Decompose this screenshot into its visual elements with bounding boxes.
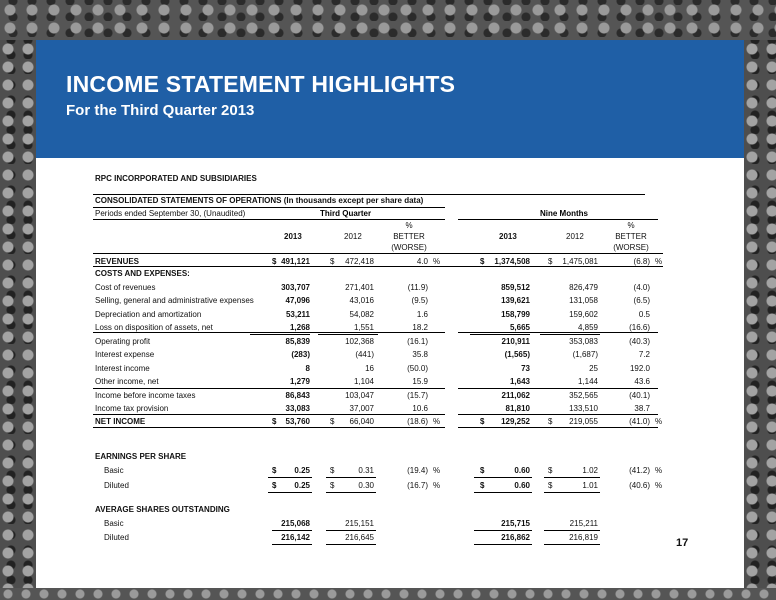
- col-header-2012-n: 2012: [566, 232, 584, 241]
- cell-q-pct: 1.6: [416, 310, 428, 319]
- cell-q-2013: 1,279: [289, 377, 310, 386]
- divider: [93, 388, 445, 389]
- eps-q-pct: (19.4): [407, 466, 428, 475]
- divider: [326, 544, 376, 545]
- cell-q-2012: (441): [355, 350, 374, 359]
- divider: [458, 414, 658, 415]
- cell-n-2013: 5,665: [509, 323, 530, 332]
- shares-n-2013: 215,715: [501, 519, 530, 528]
- divider: [93, 253, 663, 254]
- eps-n-2012: 1.02: [582, 466, 598, 475]
- cell-q-pct: 4.0: [416, 257, 428, 266]
- cell-n-pct: (16.6): [629, 323, 650, 332]
- cell-q-pct: (11.9): [407, 283, 428, 292]
- cell-q-2013: 86,843: [285, 391, 310, 400]
- page-number: 17: [676, 537, 689, 549]
- row-label: REVENUES: [95, 257, 140, 266]
- cell-n-2013: (1,565): [504, 350, 530, 359]
- row-label: Interest income: [95, 364, 150, 373]
- cell-q-pct: (9.5): [411, 296, 428, 305]
- cell-q-2012: 103,047: [345, 391, 374, 400]
- cell-q-2012: 16: [365, 364, 374, 373]
- row-label: Cost of revenues: [95, 283, 156, 292]
- eps-title: EARNINGS PER SHARE: [95, 452, 187, 461]
- cell-n-2012: 25: [589, 364, 598, 373]
- nine-months-header: Nine Months: [540, 209, 588, 218]
- statement-title: CONSOLIDATED STATEMENTS OF OPERATIONS (In thousands except per share data): [95, 196, 424, 205]
- col-header-better-n: BETTER: [615, 232, 647, 241]
- cell-n-2012: 219,055: [569, 417, 598, 426]
- cell-n-pct: (6.8): [633, 257, 650, 266]
- col-header-2013-q: 2013: [284, 232, 302, 241]
- dollar-sign: $: [548, 417, 553, 426]
- cell-n-2013: 210,911: [501, 337, 530, 346]
- divider: [93, 332, 445, 333]
- col-header-worse-n: (WORSE): [613, 243, 649, 252]
- eps-q-2013: 0.25: [294, 466, 310, 475]
- cell-q-2013: 53,760: [285, 417, 310, 426]
- divider: [272, 544, 312, 545]
- divider: [250, 334, 310, 335]
- cell-q-2013: 53,211: [285, 310, 310, 319]
- cell-n-pct: (40.3): [629, 337, 650, 346]
- shares-row-label: Diluted: [104, 533, 129, 542]
- page-subtitle: For the Third Quarter 2013: [66, 102, 255, 119]
- cell-n-pct: (41.0): [629, 417, 650, 426]
- percent-sign: %: [655, 481, 663, 490]
- cell-q-pct: (15.7): [407, 391, 428, 400]
- cell-q-2012: 54,082: [349, 310, 374, 319]
- cell-q-pct: 35.8: [412, 350, 428, 359]
- eps-q-2012: 0.31: [358, 466, 374, 475]
- cell-q-2012: 37,007: [349, 404, 374, 413]
- cell-n-2012: 1,144: [577, 377, 598, 386]
- divider: [458, 332, 658, 333]
- cell-n-pct: 7.2: [638, 350, 650, 359]
- col-header-2012-q: 2012: [344, 232, 362, 241]
- cell-q-2013: (283): [291, 350, 310, 359]
- shares-q-2012: 215,151: [345, 519, 374, 528]
- dollar-sign: $: [272, 257, 277, 266]
- dollar-sign: $: [480, 257, 485, 266]
- eps-row-label: Diluted: [104, 481, 129, 490]
- eps-row-label: Basic: [104, 466, 124, 475]
- stone-texture-top: [0, 0, 776, 40]
- percent-sign: %: [655, 466, 663, 475]
- shares-q-2013: 215,068: [281, 519, 310, 528]
- stone-texture-right: [744, 40, 776, 600]
- divider: [474, 530, 532, 531]
- cell-n-2013: 158,799: [501, 310, 530, 319]
- divider: [458, 388, 658, 389]
- divider: [268, 477, 312, 478]
- divider: [544, 544, 600, 545]
- divider: [93, 207, 445, 208]
- cell-n-2012: 1,475,081: [562, 257, 598, 266]
- cell-q-2013: 1,268: [289, 323, 310, 332]
- divider: [93, 194, 645, 195]
- dollar-sign: $: [548, 466, 553, 475]
- cell-q-2012: 66,040: [349, 417, 374, 426]
- cell-n-2013: 211,062: [501, 391, 530, 400]
- col-header-better-q: BETTER: [393, 232, 425, 241]
- cell-n-2012: 4,859: [577, 323, 598, 332]
- dollar-sign: $: [330, 417, 335, 426]
- row-label: Depreciation and amortization: [95, 310, 202, 319]
- cell-q-pct: 10.6: [412, 404, 428, 413]
- cell-n-2013: 859,512: [501, 283, 530, 292]
- cell-q-2012: 472,418: [345, 257, 374, 266]
- divider: [93, 427, 445, 428]
- cell-q-pct: 15.9: [412, 377, 428, 386]
- cell-q-pct: (16.1): [407, 337, 428, 346]
- cell-n-pct: (6.5): [633, 296, 650, 305]
- divider: [272, 530, 312, 531]
- dollar-sign: $: [548, 481, 553, 490]
- percent-sign: %: [433, 481, 441, 490]
- divider: [318, 334, 378, 335]
- dollar-sign: $: [480, 417, 485, 426]
- percent-sign: %: [433, 466, 441, 475]
- dollar-sign: $: [480, 481, 485, 490]
- shares-q-2013: 216,142: [281, 533, 310, 542]
- dollar-sign: $: [330, 481, 335, 490]
- shares-title: AVERAGE SHARES OUTSTANDING: [95, 505, 230, 514]
- divider: [544, 530, 600, 531]
- row-label: Other income, net: [95, 377, 159, 386]
- dollar-sign: $: [330, 466, 335, 475]
- col-header-pct-q: %: [405, 221, 413, 230]
- percent-sign: %: [433, 257, 441, 266]
- col-header-2013-n: 2013: [499, 232, 517, 241]
- dollar-sign: $: [330, 257, 335, 266]
- cell-q-2013: 491,121: [281, 257, 310, 266]
- shares-q-2012: 216,645: [345, 533, 374, 542]
- divider: [326, 492, 376, 493]
- percent-sign: %: [655, 417, 663, 426]
- shares-row-label: Basic: [104, 519, 124, 528]
- cell-n-pct: 192.0: [629, 364, 650, 373]
- cell-n-2013: 81,810: [505, 404, 530, 413]
- divider: [544, 477, 600, 478]
- dollar-sign: $: [272, 466, 277, 475]
- cell-n-2013: 1,374,508: [494, 257, 530, 266]
- company-name: RPC INCORPORATED AND SUBSIDIARIES: [95, 174, 257, 183]
- cell-n-2012: 353,083: [569, 337, 598, 346]
- eps-n-2012: 1.01: [582, 481, 598, 490]
- cell-n-2012: 133,510: [569, 404, 598, 413]
- cell-q-2013: 47,096: [285, 296, 310, 305]
- cell-n-pct: (4.0): [633, 283, 650, 292]
- divider: [458, 219, 658, 220]
- cell-n-2012: 826,479: [569, 283, 598, 292]
- cell-n-2013: 139,621: [501, 296, 530, 305]
- row-label: Selling, general and administrative expenses: [95, 296, 254, 305]
- title-banner: [36, 40, 744, 158]
- row-label: COSTS AND EXPENSES:: [95, 269, 190, 278]
- row-label: Income before income taxes: [95, 391, 196, 400]
- col-header-worse-q: (WORSE): [391, 243, 427, 252]
- shares-n-2012: 215,211: [569, 519, 598, 528]
- divider: [326, 477, 376, 478]
- cell-q-2013: 8: [305, 364, 310, 373]
- cell-n-2012: 352,565: [569, 391, 598, 400]
- cell-q-2012: 43,016: [349, 296, 374, 305]
- row-label: Operating profit: [95, 337, 151, 346]
- cell-q-2012: 271,401: [345, 283, 374, 292]
- row-label: Interest expense: [95, 350, 155, 359]
- col-header-pct-n: %: [627, 221, 635, 230]
- cell-n-2013: 1,643: [509, 377, 530, 386]
- cell-q-pct: 18.2: [412, 323, 428, 332]
- cell-n-pct: (40.1): [629, 391, 650, 400]
- cell-q-2012: 102,368: [345, 337, 374, 346]
- row-label: Income tax provision: [95, 404, 169, 413]
- cell-q-2012: 1,551: [353, 323, 374, 332]
- cell-n-2012: (1,687): [572, 350, 598, 359]
- dollar-sign: $: [480, 466, 485, 475]
- percent-sign: %: [655, 257, 663, 266]
- divider: [93, 266, 663, 267]
- third-quarter-header: Third Quarter: [320, 209, 372, 218]
- eps-n-pct: (41.2): [629, 466, 650, 475]
- divider: [93, 219, 445, 220]
- cell-n-2012: 131,058: [569, 296, 598, 305]
- row-label: Loss on disposition of assets, net: [95, 323, 213, 332]
- eps-q-2013: 0.25: [294, 481, 310, 490]
- eps-n-2013: 0.60: [514, 481, 530, 490]
- cell-n-2013: 73: [521, 364, 530, 373]
- shares-n-2012: 216,819: [569, 533, 598, 542]
- divider: [474, 492, 532, 493]
- divider: [458, 427, 658, 428]
- cell-q-pct: (50.0): [407, 364, 428, 373]
- eps-n-2013: 0.60: [514, 466, 530, 475]
- cell-n-pct: 38.7: [634, 404, 650, 413]
- dollar-sign: $: [272, 481, 277, 490]
- divider: [544, 492, 600, 493]
- cell-n-pct: 0.5: [638, 310, 650, 319]
- row-label: NET INCOME: [95, 417, 146, 426]
- eps-q-2012: 0.30: [358, 481, 374, 490]
- cell-q-2013: 303,707: [281, 283, 310, 292]
- stone-texture-bottom: [0, 588, 776, 600]
- divider: [326, 530, 376, 531]
- divider: [474, 544, 532, 545]
- stone-texture-left: [0, 40, 36, 600]
- cell-n-pct: 43.6: [634, 377, 650, 386]
- divider: [474, 477, 532, 478]
- dollar-sign: $: [272, 417, 277, 426]
- eps-n-pct: (40.6): [629, 481, 650, 490]
- cell-q-2012: 1,104: [353, 377, 374, 386]
- cell-q-pct: (18.6): [407, 417, 428, 426]
- cell-n-2012: 159,602: [569, 310, 598, 319]
- cell-q-2013: 85,839: [285, 337, 310, 346]
- divider: [268, 492, 312, 493]
- cell-q-2013: 33,083: [285, 404, 310, 413]
- cell-n-2013: 129,252: [501, 417, 530, 426]
- eps-q-pct: (16.7): [407, 481, 428, 490]
- divider: [470, 334, 530, 335]
- shares-n-2013: 216,862: [501, 533, 530, 542]
- percent-sign: %: [433, 417, 441, 426]
- divider: [540, 334, 600, 335]
- page-title: INCOME STATEMENT HIGHLIGHTS: [66, 71, 456, 97]
- periods-label: Periods ended September 30, (Unaudited): [95, 209, 246, 218]
- dollar-sign: $: [548, 257, 553, 266]
- divider: [93, 414, 445, 415]
